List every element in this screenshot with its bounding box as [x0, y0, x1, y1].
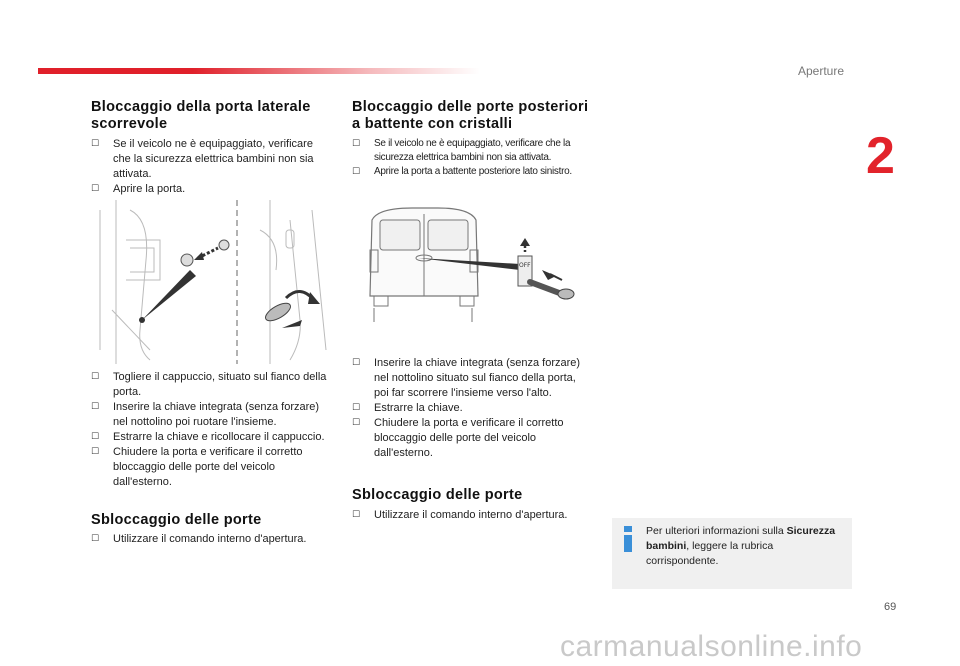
list-item: ☐ Utilizzare il comando interno d'apertura. [91, 532, 331, 547]
info-text-bold: Sicurezza bambini [646, 525, 836, 552]
col2-title-line1: Bloccaggio delle porte posteriori [352, 99, 589, 115]
info-icon [620, 526, 636, 552]
page-number: 69 [884, 601, 897, 613]
header-red-bar [38, 68, 480, 74]
col1-title [91, 99, 331, 133]
col2-unlock-title: Sbloccaggio delle porte [352, 487, 523, 503]
list-item: ☐ Togliere il cappuccio, situato sul fianco della porta. [91, 370, 331, 400]
watermark-text: carmanualsonline.info [560, 630, 863, 663]
lock-off-label: OFF [519, 262, 531, 269]
info-text-after: , leggere la rubrica corrispondente. [646, 540, 774, 567]
sliding-door-lock-illustration [90, 200, 332, 364]
rear-door-lock-illustration [352, 200, 594, 330]
list-item: ☐ Inserire la chiave integrata (senza forzare) nel nottolino poi ruotare l'insieme. [91, 400, 331, 430]
list-item: ☐ Aprire la porta. [91, 182, 331, 197]
col1-bullets-top [91, 137, 331, 197]
list-item: ☐ Aprire la porta a battente posteriore lato sinistro. [352, 165, 592, 179]
col1-bullets-bottom [91, 370, 331, 490]
col2-bullets-bottom [352, 356, 592, 461]
col1-title-line2: scorrevole [91, 116, 168, 132]
list-item: ☐ Estrarre la chiave e ricollocare il cappuccio. [91, 430, 331, 445]
col2-title-line2: a battente con cristalli [352, 116, 513, 132]
list-item: ☐ Estrarre la chiave. [352, 401, 592, 416]
col1-unlock-bullets [91, 532, 331, 547]
info-text [646, 524, 846, 569]
col1-unlock-title: Sbloccaggio delle porte [91, 512, 262, 528]
col2-bullets-top [352, 137, 592, 179]
section-label: Aperture [798, 64, 845, 78]
list-item: ☐ Se il veicolo ne è equipaggiato, verificare che la sicurezza elettrica bambini non sia attivata. [352, 137, 592, 165]
list-item: ☐ Chiudere la porta e verificare il corretto bloccaggio delle porte del veicolo dall'esterno. [352, 416, 592, 461]
col1-title-line1: Bloccaggio della porta laterale [91, 99, 311, 115]
list-item: ☐ Inserire la chiave integrata (senza forzare) nel nottolino situato sul fianco della porta, poi far scorrere l'insieme verso l'alto. [352, 356, 592, 401]
list-item: ☐ Chiudere la porta e verificare il corretto bloccaggio delle porte del veicolo dall'esterno. [91, 445, 331, 490]
chapter-number: 2 [866, 127, 895, 185]
info-text-before: Per ulteriori informazioni sulla [646, 525, 787, 537]
list-item: ☐ Se il veicolo ne è equipaggiato, verificare che la sicurezza elettrica bambini non sia attivata. [91, 137, 331, 182]
list-item: ☐ Utilizzare il comando interno d'apertura. [352, 508, 592, 523]
info-box [612, 518, 852, 589]
col2-unlock-bullets [352, 508, 592, 523]
col2-title [352, 99, 602, 133]
